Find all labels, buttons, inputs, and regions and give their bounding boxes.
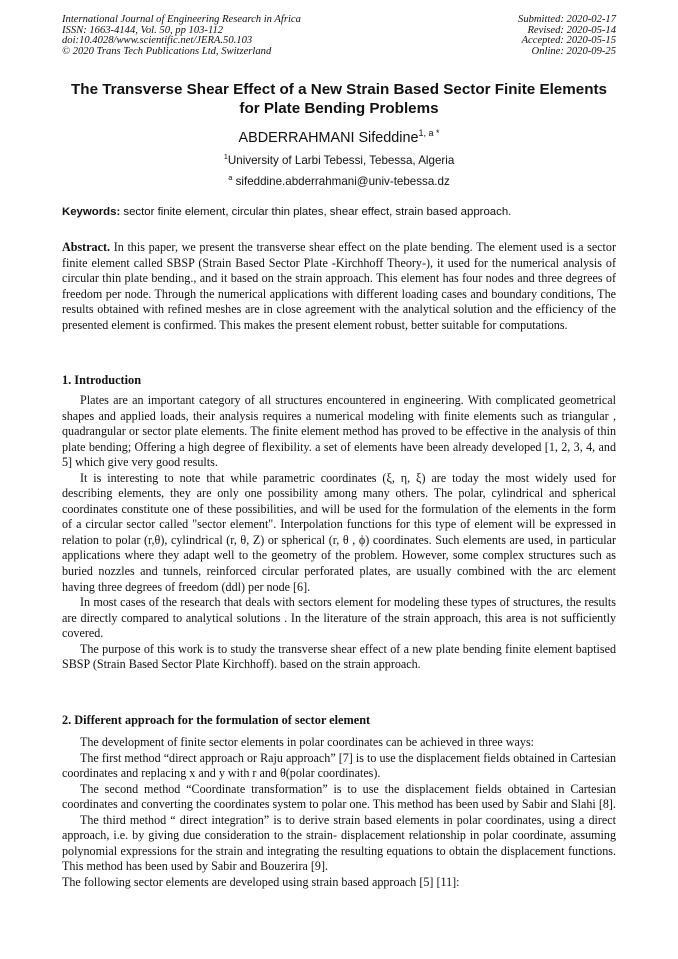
affiliation-email (62, 171, 616, 189)
keywords-text: sector finite element, circular thin plates, shear effect, strain based approach. (123, 206, 512, 218)
date-revised: Revised: 2020-05-14 (527, 24, 616, 36)
keywords-label: Keywords: (62, 206, 121, 218)
section-2-body (62, 735, 616, 890)
paragraph: In most cases of the research that deals with sectors element for modeling these types of structures, the results are directly compared to analytical solutions . In the literature of the strain approach, this area is not sufficiently covered. (62, 595, 616, 641)
abstract-text: In this paper, we present the transverse shear effect on the plate bending. The element used is a sector finite element called SBSP (Strain Based Sector Plate -Kirchhoff Theory-), it used for the numerical analysis of circular thin plate bending., and it based on the strain approach. This element has four nodes and three degrees of freedom per node. Through the numerical applications with different loading cases and boundary conditions, The results obtained with refined meshes are in close agreement with the analytical solution and the efficiency of the presented element is confirmed. This makes the present element robust, better suitable for computations. (62, 240, 616, 332)
journal-doi: doi:10.4028/www.scientific.net/JERA.50.103 (62, 35, 253, 47)
paragraph: The first method “direct approach or Raju approach” [7] is to use the displacement fields obtained in Cartesian coordinates and replacing x and y with r and θ(polar coordinates). (62, 750, 616, 781)
date-submitted: Submitted: 2020-02-17 (518, 14, 616, 25)
author-name: ABDERRAHMANI Sifeddine (238, 129, 419, 146)
paragraph: The second method “Coordinate transformation” is to use the displacement fields obtained in Cartesian coordinates and converting the coordinates system to polar one. This method has been used by Sabir and Slahi [8]. (62, 781, 616, 812)
paragraph: It is interesting to note that while parametric coordinates (ξ, η, ξ) are today the most widely used for describing elements, they are only one possibility among many others. The polar, cylindrical and spherical coordinates constitute one of these possibilities, and will be used for the formulation of the elements in the form of a circular sector called "sector element". Interpolation functions for this type of element will be expressed in relation to polar (r,θ), cylindrical (r, θ, Z) or spherical (r, θ , ϕ) coordinates. Such elements are used, in particular applications where they adapt well to the geometry of the problem. However, some complex structures such as buried nozzles and tunnels, reinforced circular perforated plates, are usually combined with the arc element having three degrees of freedom (ddl) per node [6]. (62, 470, 616, 594)
paragraph: The purpose of this work is to study the transverse shear effect of a new plate bending finite element baptised SBSP (Strain Based Sector Plate Kirchhoff). based on the strain approach. (62, 641, 616, 672)
affiliation-2-text: sifeddine.abderrahmani@univ-tebessa.dz (235, 174, 450, 188)
paragraph-last-line: The following sector elements are developed using strain based approach [5] [11]: (62, 874, 460, 889)
section-1-body (62, 393, 616, 673)
section-2-heading: 2. Different approach for the formulation of sector element (62, 713, 371, 727)
journal-issn: ISSN: 1663-4144, Vol. 50, pp 103-112 (62, 24, 224, 36)
date-accepted: Accepted: 2020-05-15 (521, 35, 616, 47)
journal-name: International Journal of Engineering Research in Africa (62, 14, 301, 25)
paragraph: The development of finite sector elements in polar coordinates can be achieved in three ways: (80, 735, 535, 749)
journal-info (62, 15, 301, 57)
author-superscript: 1, a * (418, 128, 440, 138)
affiliation-1-superscript: 1 (223, 152, 228, 161)
abstract-label: Abstract. (62, 240, 111, 254)
section-1-heading: 1. Introduction (62, 373, 142, 387)
journal-copyright: © 2020 Trans Tech Publications Ltd, Switzerland (62, 45, 272, 57)
paragraph: The third method “ direct integration” is to derive strain based elements in polar coordinates, using a direct approach, i.e. by giving due consideration to the strain- displacement relationship in polar coordinate, assuming polynomial expressions for the strain and integrating the resulting equations to obtain the displacement functions. This method has been used by Sabir and Bouzerira [9]. (62, 812, 616, 874)
publication-dates (518, 15, 616, 57)
abstract (62, 240, 616, 333)
paper-title: The Transverse Shear Effect of a New Strain Based Sector Finite Elements for Plate Bending Problems (71, 81, 607, 117)
keywords (62, 205, 616, 220)
affiliation-1-text: University of Larbi Tebessi, Tebessa, Algeria (227, 153, 455, 167)
affiliation-2-superscript: a (228, 173, 233, 182)
affiliation-university (62, 150, 616, 168)
date-online: Online: 2020-09-25 (531, 45, 616, 57)
paragraph: Plates are an important category of all structures encountered in engineering. With complicated geometrical shapes and applied loads, their analysis requires a numerical modeling with finite elements such as triangular , quadrangular or sector plate elements. The finite element method has proved to be effective in the analysis of thin plate bending; Offering a high degree of flexibility. a set of elements have been already developed [1, 2, 3, 4, and 5] which give very good results. (62, 393, 616, 470)
author-line (62, 124, 616, 147)
